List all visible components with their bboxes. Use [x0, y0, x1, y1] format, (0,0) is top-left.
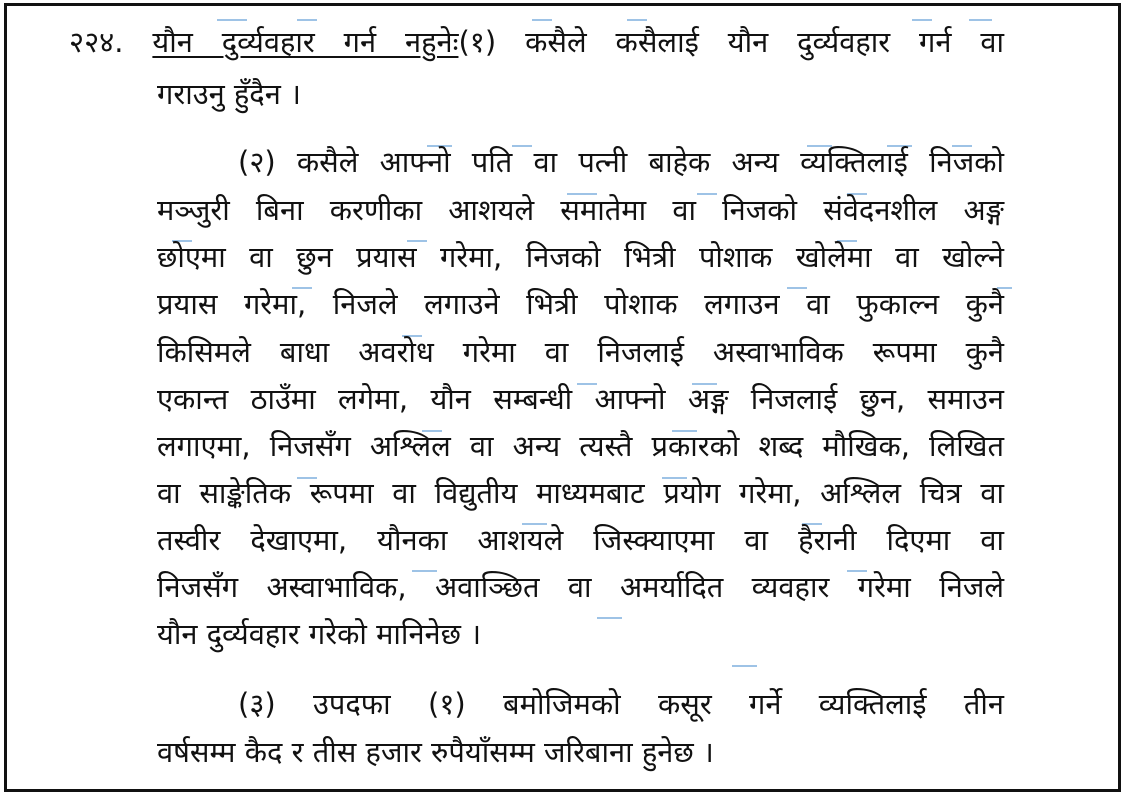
subsection-1-line-2: गराउनु हुँदैन । [157, 77, 302, 111]
section-title: यौन दुर्व्यवहार गर्न नहुनेः [152, 25, 459, 59]
subsection-2-line-3: छोएमा वा छुन प्रयास गरेमा, निजको भित्री पोशाक खोलेमा वा खोल्ने [157, 240, 1004, 274]
subsection-2-line-8: वा साङ्केतिक रूपमा वा विद्युतीय माध्यमबाट प्रयोग गरेमा, अश्लिल चित्र वा [157, 476, 1004, 510]
subsection-2-line-9: तस्वीर देखाएमा, यौनका आशयले जिस्क्याएमा वा हैरानी दिएमा वा [157, 523, 1004, 557]
subsection-2-line-11: यौन दुर्व्यवहार गरेको मानिनेछ । [157, 617, 482, 651]
section-number: २२४. [69, 25, 124, 59]
document-frame [4, 3, 1121, 792]
subsection-2-line-6: एकान्त ठाउँमा लगेमा, यौन सम्बन्धी आफ्नो अङ्ग निजलाई छुन, समाउन [157, 382, 1004, 416]
subsection-3-line-1: (३) उपदफा (१) बमोजिमको कसूर गर्ने व्यक्तिलाई तीन [238, 687, 1004, 721]
subsection-2-line-2: मञ्जुरी बिना करणीका आशयले समातेमा वा निजको संवेदनशील अङ्ग [157, 193, 1004, 227]
subsection-2-line-4: प्रयास गरेमा, निजले लगाउने भित्री पोशाक लगाउन वा फुकाल्न कुनै [157, 287, 1004, 321]
subsection-1-line-1: (१) कसैले कसैलाई यौन दुर्व्यवहार गर्न वा [458, 25, 1005, 59]
subsection-3-line-2: वर्षसम्म कैद र तीस हजार रुपैयाँसम्म जरिबाना हुनेछ । [157, 735, 714, 769]
subsection-2-line-10: निजसँग अस्वाभाविक, अवाञ्छित वा अमर्यादित व्यवहार गरेमा निजले [157, 570, 1004, 604]
subsection-2-line-7: लगाएमा, निजसँग अश्लिल वा अन्य त्यस्तै प्रकारको शब्द मौखिक, लिखित [157, 429, 1004, 463]
section-heading-line [69, 24, 1004, 60]
subsection-2-line-5: किसिमले बाधा अवरोध गरेमा वा निजलाई अस्वाभाविक रूपमा कुनै [157, 335, 1004, 369]
subsection-2-line-1: (२) कसैले आफ्नो पति वा पत्नी बाहेक अन्य व्यक्तिलाई निजको [238, 145, 1004, 179]
